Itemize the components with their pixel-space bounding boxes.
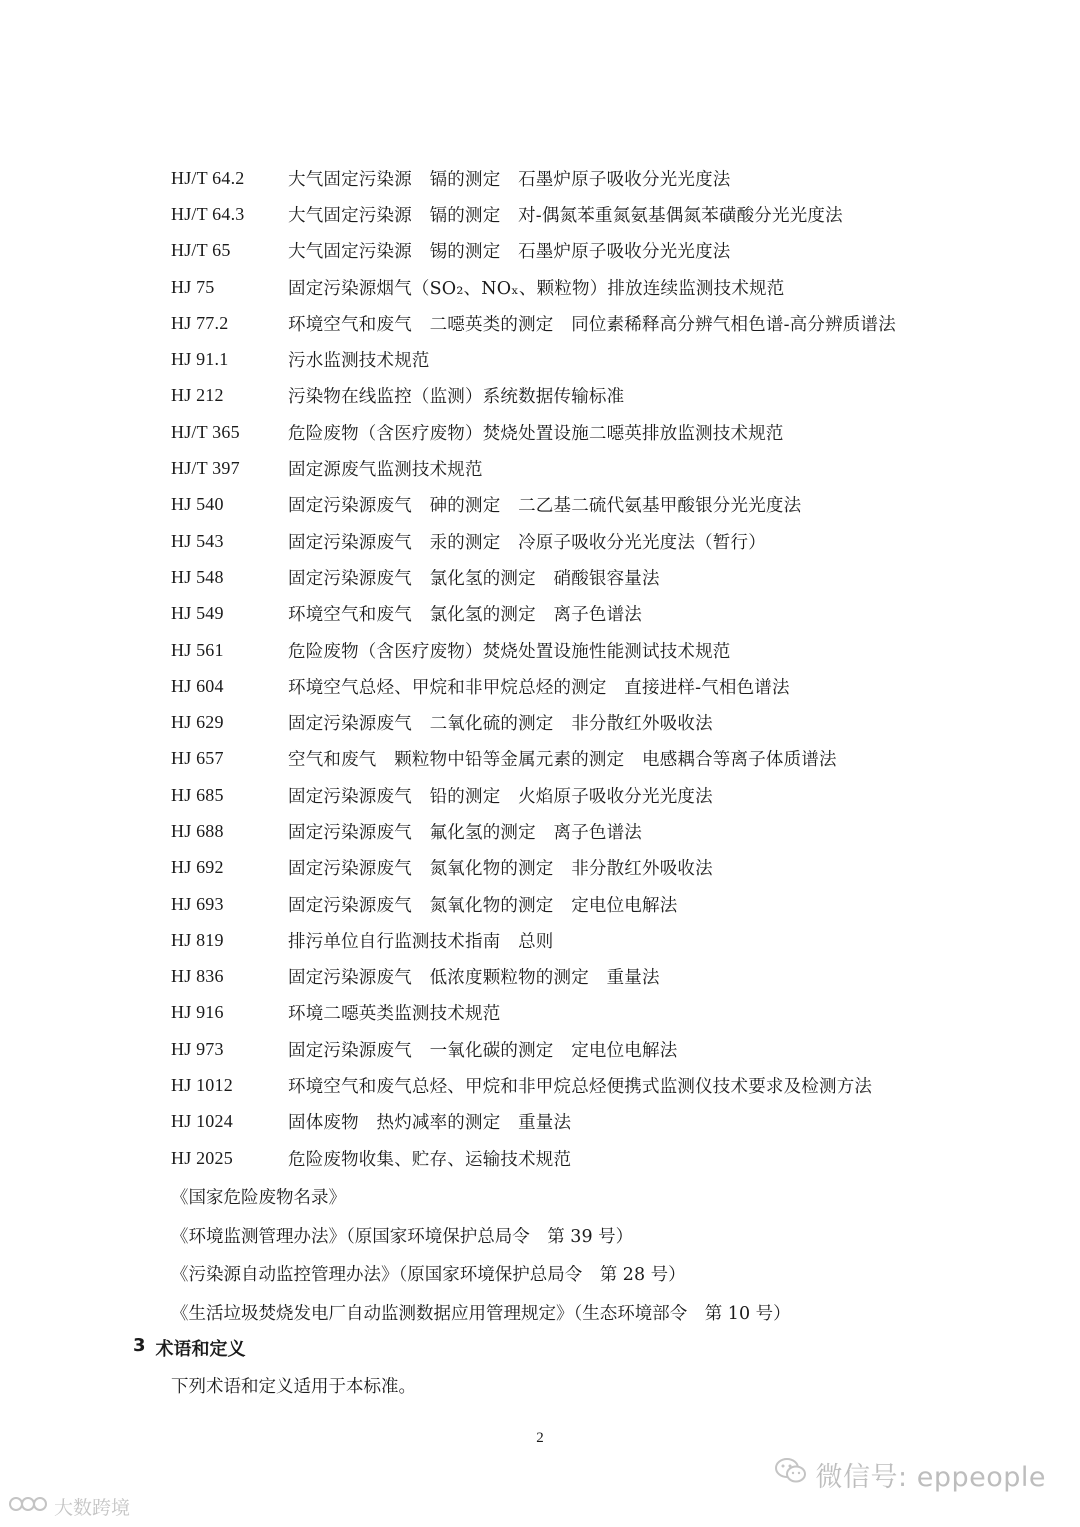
standard-title: 固体废物 热灼减率的测定 重量法	[288, 1113, 572, 1134]
section-body-text: 下列术语和定义适用于本标准。	[171, 1377, 416, 1397]
standard-row	[171, 813, 1031, 849]
standards-list	[171, 160, 1031, 1176]
standard-row	[171, 305, 1031, 341]
brand-logo-icon	[8, 1493, 48, 1520]
standard-row	[171, 632, 1031, 668]
standard-row	[171, 233, 1031, 269]
standard-code: HJ/T 65	[171, 240, 231, 261]
standard-code: HJ 836	[171, 966, 224, 987]
standard-code: HJ/T 64.3	[171, 203, 245, 224]
standard-code: HJ/T 397	[171, 458, 240, 479]
standard-title: 危险废物收集、贮存、运输技术规范	[288, 1149, 572, 1170]
standard-title: 大气固定污染源 镉的测定 石墨炉原子吸收分光光度法	[288, 169, 731, 190]
standard-title: 污染物在线监控（监测）系统数据传输标准	[288, 387, 625, 408]
standard-row	[171, 777, 1031, 813]
standard-code: HJ 692	[171, 857, 224, 878]
standard-row	[171, 850, 1031, 886]
standard-code: HJ 2025	[171, 1147, 233, 1168]
standard-code: HJ 75	[171, 276, 215, 297]
standard-code: HJ 91.1	[171, 349, 229, 370]
standard-title: 固定污染源废气 汞的测定 冷原子吸收分光光度法（暂行）	[288, 532, 766, 553]
standard-row	[171, 596, 1031, 632]
standard-code: HJ 657	[171, 748, 224, 769]
standard-title: 危险废物（含医疗废物）焚烧处置设施二噁英排放监测技术规范	[288, 423, 784, 444]
standard-code: HJ 1012	[171, 1075, 233, 1096]
standard-title: 固定污染源废气 一氧化碳的测定 定电位电解法	[288, 1040, 678, 1061]
standard-code: HJ 549	[171, 603, 224, 624]
standard-title: 固定污染源废气 氮氧化物的测定 非分散红外吸收法	[288, 859, 713, 880]
standard-row	[171, 269, 1031, 305]
standard-title: 环境空气总烃、甲烷和非甲烷总烃的测定 直接进样-气相色谱法	[288, 677, 790, 698]
standard-code: HJ 543	[171, 530, 224, 551]
standard-row	[171, 559, 1031, 595]
standard-row	[171, 1104, 1031, 1140]
reference-item: 《国家危险废物名录》	[171, 1187, 346, 1208]
page-number: 2	[536, 1430, 544, 1446]
standard-row	[171, 668, 1031, 704]
standard-title: 固定污染源废气 二氧化硫的测定 非分散红外吸收法	[288, 714, 713, 735]
standard-code: HJ 819	[171, 929, 224, 950]
standard-code: HJ 604	[171, 675, 224, 696]
standard-row	[171, 704, 1031, 740]
standard-row	[171, 959, 1031, 995]
standard-row	[171, 523, 1031, 559]
standard-title: 环境空气和废气 二噁英类的测定 同位素稀释高分辨气相色谱-高分辨质谱法	[288, 314, 896, 335]
standard-code: HJ 77.2	[171, 312, 229, 333]
standard-title: 大气固定污染源 镉的测定 对-偶氮苯重氮氨基偶氮苯磺酸分光光度法	[288, 205, 843, 226]
standard-code: HJ 693	[171, 893, 224, 914]
standard-row	[171, 886, 1031, 922]
standard-row	[171, 1031, 1031, 1067]
standard-code: HJ 685	[171, 784, 224, 805]
standard-title: 环境空气和废气 氯化氢的测定 离子色谱法	[288, 605, 642, 626]
standard-code: HJ/T 64.2	[171, 167, 245, 188]
brand-watermark-text: 大数跨境	[54, 1497, 131, 1519]
standard-row	[171, 341, 1031, 377]
standard-row	[171, 922, 1031, 958]
standard-title: 固定污染源废气 氮氧化物的测定 定电位电解法	[288, 895, 678, 916]
standard-title: 固定污染源废气 铅的测定 火焰原子吸收分光光度法	[288, 786, 713, 807]
brand-watermark	[8, 1493, 130, 1520]
standard-title: 固定污染源废气 氯化氢的测定 硝酸银容量法	[288, 568, 660, 589]
standard-row	[171, 1067, 1031, 1103]
standard-title: 大气固定污染源 锡的测定 石墨炉原子吸收分光光度法	[288, 242, 731, 263]
standard-title: 固定污染源烟气（SO₂、NOₓ、颗粒物）排放连续监测技术规范	[288, 278, 785, 299]
standard-title: 污水监测技术规范	[288, 351, 430, 372]
standard-row	[171, 487, 1031, 523]
standard-code: HJ/T 365	[171, 421, 240, 442]
standard-row	[171, 741, 1031, 777]
standard-row	[171, 450, 1031, 486]
standard-title: 危险废物（含医疗废物）焚烧处置设施性能测试技术规范	[288, 641, 731, 662]
section-number: 3	[133, 1335, 146, 1356]
standard-row	[171, 378, 1031, 414]
standard-code: HJ 1024	[171, 1111, 233, 1132]
section-title: 术语和定义	[155, 1339, 246, 1360]
standard-row	[171, 160, 1031, 196]
standard-code: HJ 548	[171, 566, 224, 587]
standard-code: HJ 540	[171, 494, 224, 515]
references-list	[171, 1177, 1031, 1332]
standard-title: 环境二噁英类监测技术规范	[288, 1004, 501, 1025]
wechat-icon	[774, 1456, 808, 1493]
standard-title: 环境空气和废气总烃、甲烷和非甲烷总烃便携式监测仪技术要求及检测方法	[288, 1077, 873, 1098]
section-heading	[133, 1335, 246, 1361]
standard-code: HJ 916	[171, 1002, 224, 1023]
wechat-watermark	[774, 1455, 1046, 1494]
standard-title: 空气和废气 颗粒物中铅等金属元素的测定 电感耦合等离子体质谱法	[288, 750, 837, 771]
reference-item: 《环境监测管理办法》（原国家环境保护总局令 第 39 号）	[171, 1226, 634, 1247]
standard-code: HJ 629	[171, 712, 224, 733]
standard-row	[171, 196, 1031, 232]
reference-item: 《污染源自动监控管理办法》（原国家环境保护总局令 第 28 号）	[171, 1265, 686, 1286]
standard-code: HJ 973	[171, 1038, 224, 1059]
standard-row	[171, 414, 1031, 450]
standard-title: 排污单位自行监测技术指南 总则	[288, 931, 554, 952]
standard-code: HJ 688	[171, 820, 224, 841]
standard-row	[171, 1140, 1031, 1176]
reference-item: 《生活垃圾焚烧发电厂自动监测数据应用管理规定》（生态环境部令 第 10 号）	[171, 1304, 791, 1325]
standard-title: 固定污染源废气 低浓度颗粒物的测定 重量法	[288, 968, 660, 989]
standard-row	[171, 995, 1031, 1031]
standard-title: 固定源废气监测技术规范	[288, 460, 483, 481]
standard-code: HJ 212	[171, 385, 224, 406]
standard-title: 固定污染源废气 氟化氢的测定 离子色谱法	[288, 822, 642, 843]
wechat-watermark-text: 微信号: eppeople	[815, 1462, 1046, 1493]
standard-title: 固定污染源废气 砷的测定 二乙基二硫代氨基甲酸银分光光度法	[288, 496, 802, 517]
standard-code: HJ 561	[171, 639, 224, 660]
